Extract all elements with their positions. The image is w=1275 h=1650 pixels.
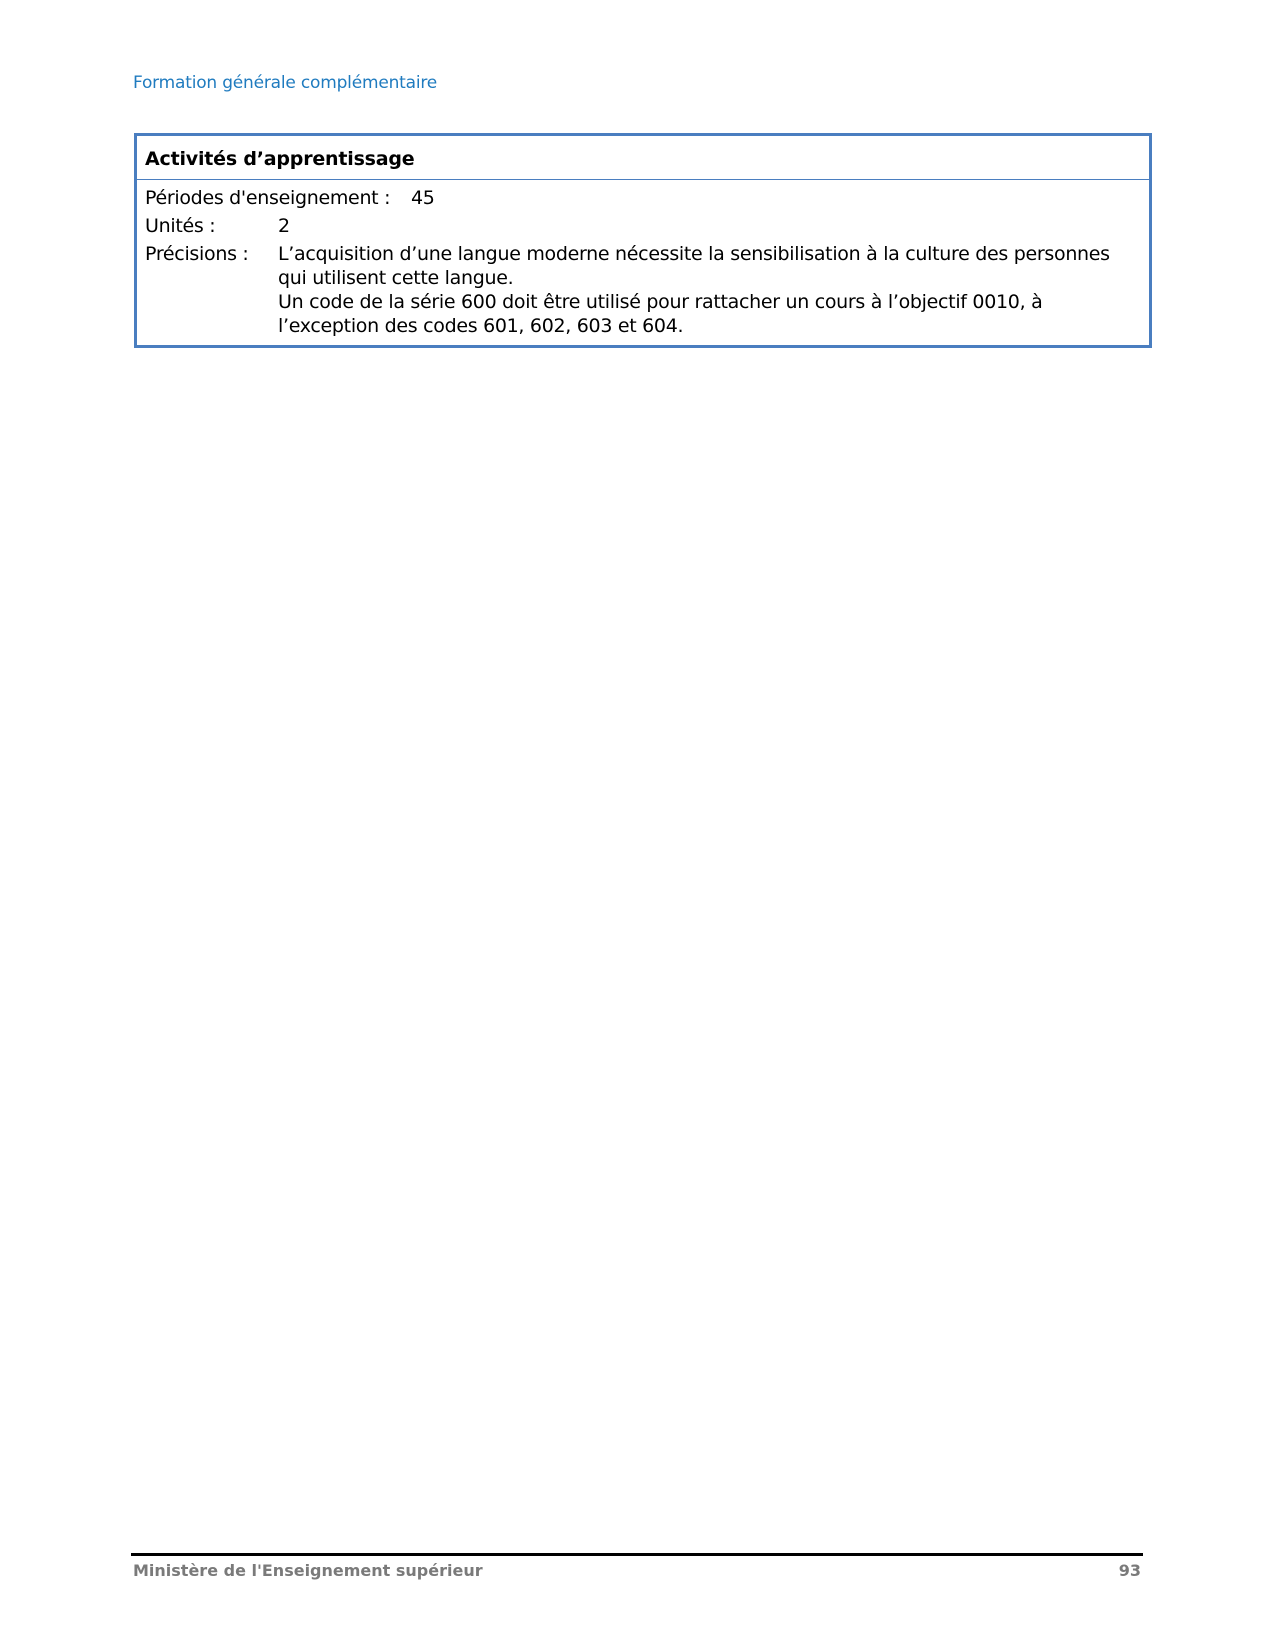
precisions-paragraph: L’acquisition d’une langue moderne nécessite la sensibilisation à la culture des personnes qui utilisent cette langue. [278,243,1110,289]
periods-label: Périodes d'enseignement : [145,187,391,209]
units-label: Unités : [145,215,216,237]
precisions-text [278,242,1141,338]
footer-divider [131,1553,1143,1556]
running-header: Formation générale complémentaire [133,73,438,93]
units-row [145,214,1141,238]
precisions-paragraph: Un code de la série 600 doit être utilisé pour rattacher un cours à l’objectif 0010, à l’exception des codes 601, 602, 603 et 604. [278,291,1043,337]
page-number: 93 [1118,1561,1141,1580]
learning-activities-box [134,133,1152,348]
periods-value: 45 [411,187,435,209]
precisions-label: Précisions : [145,243,249,265]
units-value: 2 [278,215,290,237]
box-title: Activités d’apprentissage [137,136,1149,180]
periods-row [145,186,1141,210]
footer-publisher: Ministère de l'Enseignement supérieur [133,1561,483,1580]
precisions-row [145,242,1141,338]
box-body [137,180,1149,345]
